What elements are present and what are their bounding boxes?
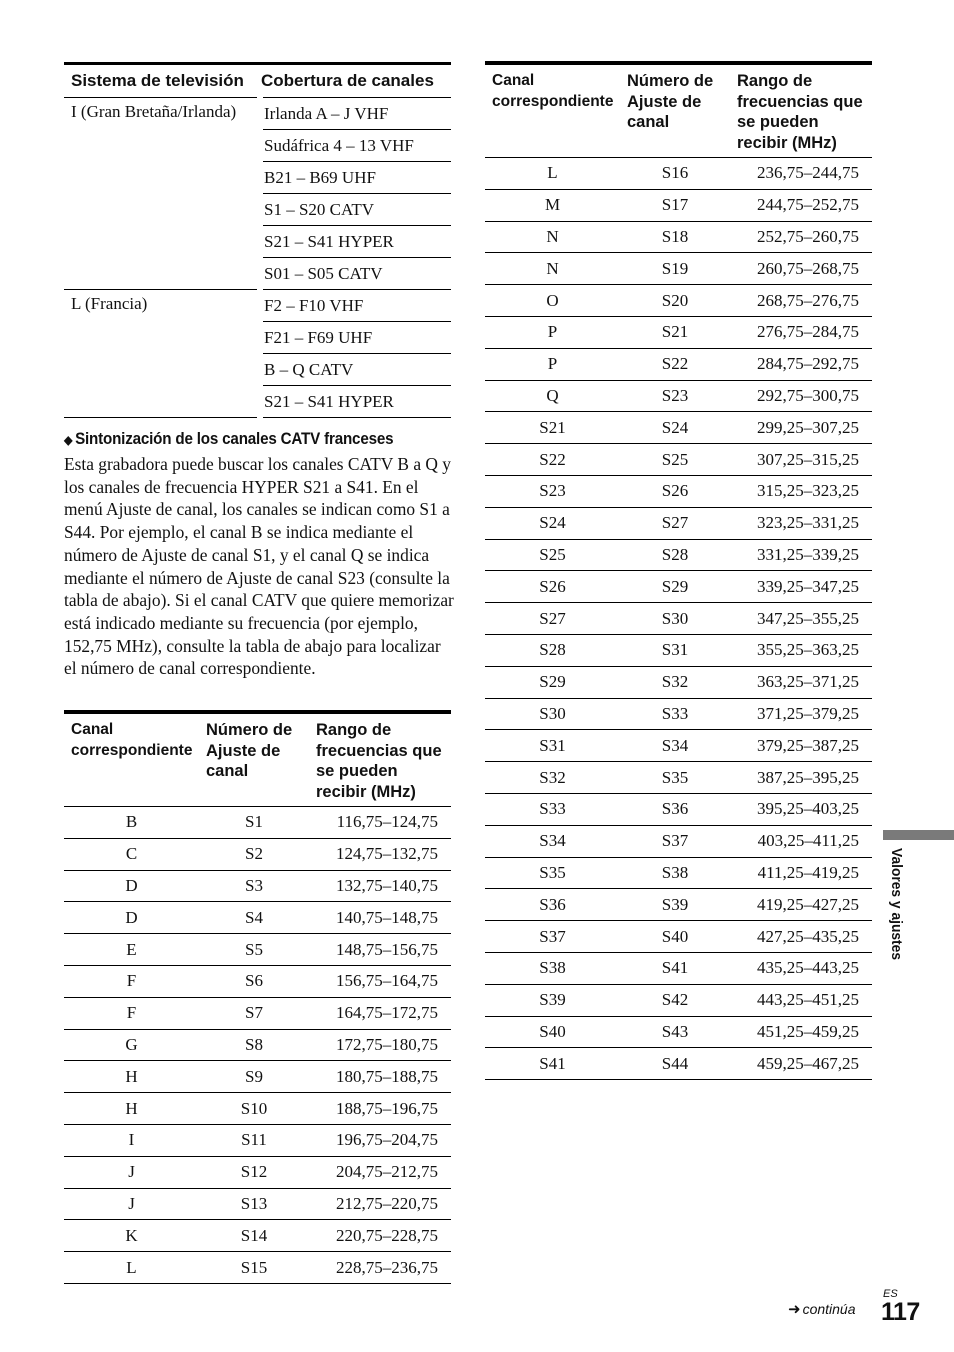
setting-number-cell: S20 — [620, 285, 730, 317]
setting-number-cell: S10 — [199, 1093, 309, 1125]
frequency-row — [64, 1220, 451, 1252]
channel-cell: K — [64, 1220, 199, 1252]
coverage-row — [64, 290, 451, 322]
setting-number-cell: S39 — [620, 889, 730, 921]
header-rango-frecuencias: Rango de frecuencias que se pueden recibir (MHz) — [730, 63, 872, 158]
frequency-range-cell: 292,75–300,75 — [730, 380, 872, 412]
frequency-range-cell: 355,25–363,25 — [730, 634, 872, 666]
frequency-range-cell: 148,75–156,75 — [309, 934, 451, 966]
channel-cell: N — [485, 221, 620, 253]
frequency-row — [485, 253, 872, 285]
setting-number-cell: S29 — [620, 571, 730, 603]
frequency-range-cell: 331,25–339,25 — [730, 539, 872, 571]
frequency-row — [485, 603, 872, 635]
frequency-row — [485, 1016, 872, 1048]
setting-number-cell: S2 — [199, 838, 309, 870]
frequency-row — [485, 380, 872, 412]
setting-number-cell: S43 — [620, 1016, 730, 1048]
channel-cell: S35 — [485, 857, 620, 889]
channel-cell: S34 — [485, 825, 620, 857]
frequency-row — [485, 762, 872, 794]
channel-cell: S21 — [485, 412, 620, 444]
frequency-range-cell: 188,75–196,75 — [309, 1093, 451, 1125]
frequency-range-cell: 411,25–419,25 — [730, 857, 872, 889]
channel-cell: G — [64, 1029, 199, 1061]
channel-cell: F — [64, 965, 199, 997]
setting-number-cell: S30 — [620, 603, 730, 635]
setting-number-cell: S23 — [620, 380, 730, 412]
setting-number-cell: S9 — [199, 1061, 309, 1093]
frequency-row — [64, 1061, 451, 1093]
channel-cell: I — [64, 1124, 199, 1156]
header-numero-ajuste: Número de Ajuste de canal — [620, 63, 730, 158]
setting-number-cell: S31 — [620, 634, 730, 666]
channel-cell: N — [485, 253, 620, 285]
frequency-range-cell: 172,75–180,75 — [309, 1029, 451, 1061]
channel-cell: B — [64, 807, 199, 839]
setting-number-cell: S16 — [620, 158, 730, 190]
channel-cell: S32 — [485, 762, 620, 794]
frequency-range-cell: 307,25–315,25 — [730, 444, 872, 476]
frequency-range-cell: 395,25–403,25 — [730, 793, 872, 825]
frequency-range-cell: 244,75–252,75 — [730, 189, 872, 221]
section-paragraph: Esta grabadora puede buscar los canales CATV B a Q y los canales de frecuencia HYPER S21 a S41. En el menú Ajuste de canal, los canales se indican como S1 a S44. Por ejemplo, el canal B se indica mediante el número de Ajuste de canal S1, y el canal Q se indica mediante el número de Ajuste de canal S23 (consulte la tabla de abajo). Si el canal CATV que quiere memorizar está indicado mediante su frecuencia (por ejemplo, 152,75 MHz), consulte la tabla de abajo para localizar el número de canal correspondiente. — [64, 454, 454, 679]
channel-coverage-cell: F2 – F10 VHF — [260, 290, 451, 322]
frequency-range-cell: 132,75–140,75 — [309, 870, 451, 902]
frequency-range-cell: 260,75–268,75 — [730, 253, 872, 285]
frequency-range-cell: 156,75–164,75 — [309, 965, 451, 997]
channel-cell: O — [485, 285, 620, 317]
setting-number-cell: S41 — [620, 952, 730, 984]
channel-cell: H — [64, 1061, 199, 1093]
coverage-header-system: Sistema de televisión — [64, 64, 260, 98]
frequency-row — [64, 870, 451, 902]
frequency-row — [485, 952, 872, 984]
frequency-row — [485, 412, 872, 444]
setting-number-cell: S15 — [199, 1252, 309, 1284]
setting-number-cell: S18 — [620, 221, 730, 253]
continued-indicator — [788, 1300, 856, 1318]
frequency-row — [485, 793, 872, 825]
setting-number-cell: S17 — [620, 189, 730, 221]
frequency-header-row — [64, 712, 451, 807]
frequency-range-cell: 451,25–459,25 — [730, 1016, 872, 1048]
channel-coverage-cell: F21 – F69 UHF — [260, 322, 451, 354]
header-numero-ajuste: Número de Ajuste de canal — [199, 712, 309, 807]
channel-cell: L — [64, 1252, 199, 1284]
setting-number-cell: S4 — [199, 902, 309, 934]
channel-cell: Q — [485, 380, 620, 412]
header-canal-correspondiente: Canal correspondiente — [64, 712, 199, 807]
setting-number-cell: S22 — [620, 348, 730, 380]
channel-cell: S39 — [485, 984, 620, 1016]
frequency-range-cell: 252,75–260,75 — [730, 221, 872, 253]
frequency-row — [485, 316, 872, 348]
channel-cell: S25 — [485, 539, 620, 571]
coverage-header-channels: Cobertura de canales — [260, 64, 451, 98]
section-tab-label-text: Valores y ajustes — [888, 848, 905, 961]
channel-cell: S22 — [485, 444, 620, 476]
continued-text: continúa — [802, 1301, 856, 1317]
frequency-range-cell: 276,75–284,75 — [730, 316, 872, 348]
setting-number-cell: S14 — [199, 1220, 309, 1252]
frequency-row — [485, 444, 872, 476]
setting-number-cell: S6 — [199, 965, 309, 997]
channel-cell: S41 — [485, 1048, 620, 1080]
channel-cell: J — [64, 1156, 199, 1188]
section-tab-label — [885, 848, 905, 978]
channel-cell: S30 — [485, 698, 620, 730]
frequency-row — [64, 1188, 451, 1220]
setting-number-cell: S3 — [199, 870, 309, 902]
setting-number-cell: S42 — [620, 984, 730, 1016]
channel-cell: F — [64, 997, 199, 1029]
frequency-range-cell: 284,75–292,75 — [730, 348, 872, 380]
frequency-row — [64, 807, 451, 839]
setting-number-cell: S33 — [620, 698, 730, 730]
frequency-row — [485, 984, 872, 1016]
frequency-row — [64, 934, 451, 966]
frequency-range-cell: 196,75–204,75 — [309, 1124, 451, 1156]
frequency-range-cell: 419,25–427,25 — [730, 889, 872, 921]
setting-number-cell: S40 — [620, 921, 730, 953]
channel-cell: S33 — [485, 793, 620, 825]
channel-cell: C — [64, 838, 199, 870]
frequency-range-cell: 347,25–355,25 — [730, 603, 872, 635]
channel-cell: S40 — [485, 1016, 620, 1048]
setting-number-cell: S37 — [620, 825, 730, 857]
frequency-row — [485, 825, 872, 857]
setting-number-cell: S5 — [199, 934, 309, 966]
frequency-range-cell: 164,75–172,75 — [309, 997, 451, 1029]
frequency-row — [485, 921, 872, 953]
section-heading — [64, 430, 423, 449]
channel-cell: D — [64, 870, 199, 902]
frequency-row — [64, 1156, 451, 1188]
channel-cell: H — [64, 1093, 199, 1125]
channel-cell: S26 — [485, 571, 620, 603]
setting-number-cell: S38 — [620, 857, 730, 889]
coverage-header-row — [64, 64, 451, 98]
frequency-row — [485, 348, 872, 380]
setting-number-cell: S19 — [620, 253, 730, 285]
channel-cell: P — [485, 348, 620, 380]
frequency-range-cell: 403,25–411,25 — [730, 825, 872, 857]
frequency-range-cell: 268,75–276,75 — [730, 285, 872, 317]
frequency-range-cell: 180,75–188,75 — [309, 1061, 451, 1093]
frequency-range-cell: 236,75–244,75 — [730, 158, 872, 190]
channel-cell: J — [64, 1188, 199, 1220]
setting-number-cell: S34 — [620, 730, 730, 762]
channel-cell: S37 — [485, 921, 620, 953]
frequency-range-cell: 228,75–236,75 — [309, 1252, 451, 1284]
frequency-row — [485, 730, 872, 762]
channel-cell: L — [485, 158, 620, 190]
setting-number-cell: S7 — [199, 997, 309, 1029]
frequency-range-cell: 339,25–347,25 — [730, 571, 872, 603]
channel-cell: P — [485, 316, 620, 348]
setting-number-cell: S28 — [620, 539, 730, 571]
coverage-row — [64, 98, 451, 130]
frequency-row — [485, 889, 872, 921]
setting-number-cell: S26 — [620, 475, 730, 507]
channel-coverage-cell: S01 – S05 CATV — [260, 258, 451, 290]
channel-cell: S24 — [485, 507, 620, 539]
frequency-row — [64, 1124, 451, 1156]
frequency-row — [64, 1252, 451, 1284]
frequency-row — [485, 666, 872, 698]
setting-number-cell: S35 — [620, 762, 730, 794]
frequency-range-cell: 212,75–220,75 — [309, 1188, 451, 1220]
setting-number-cell: S1 — [199, 807, 309, 839]
frequency-range-cell: 363,25–371,25 — [730, 666, 872, 698]
frequency-row — [485, 189, 872, 221]
channel-cell: S28 — [485, 634, 620, 666]
channel-coverage-cell: S21 – S41 HYPER — [260, 226, 451, 258]
frequency-range-cell: 459,25–467,25 — [730, 1048, 872, 1080]
frequency-row — [485, 221, 872, 253]
frequency-range-cell: 371,25–379,25 — [730, 698, 872, 730]
frequency-row — [64, 965, 451, 997]
frequency-row — [485, 571, 872, 603]
setting-number-cell: S32 — [620, 666, 730, 698]
section-tab-marker — [883, 830, 954, 840]
channel-coverage-table — [64, 62, 451, 418]
setting-number-cell: S11 — [199, 1124, 309, 1156]
frequency-range-cell: 220,75–228,75 — [309, 1220, 451, 1252]
frequency-row — [485, 285, 872, 317]
frequency-range-cell: 299,25–307,25 — [730, 412, 872, 444]
setting-number-cell: S44 — [620, 1048, 730, 1080]
channel-cell: S23 — [485, 475, 620, 507]
tv-system-cell: I (Gran Bretaña/Irlanda) — [64, 98, 260, 290]
frequency-range-cell: 204,75–212,75 — [309, 1156, 451, 1188]
channel-coverage-cell: B21 – B69 UHF — [260, 162, 451, 194]
frequency-row — [485, 1048, 872, 1080]
channel-cell: S29 — [485, 666, 620, 698]
frequency-row — [485, 475, 872, 507]
setting-number-cell: S24 — [620, 412, 730, 444]
setting-number-cell: S25 — [620, 444, 730, 476]
frequency-range-cell: 427,25–435,25 — [730, 921, 872, 953]
frequency-row — [64, 838, 451, 870]
frequency-table-right — [485, 61, 872, 1080]
frequency-row — [485, 698, 872, 730]
language-code: ES — [883, 1288, 898, 1300]
channel-cell: E — [64, 934, 199, 966]
header-rango-frecuencias: Rango de frecuencias que se pueden recibir (MHz) — [309, 712, 451, 807]
frequency-range-cell: 315,25–323,25 — [730, 475, 872, 507]
setting-number-cell: S27 — [620, 507, 730, 539]
tv-system-cell: L (Francia) — [64, 290, 260, 418]
frequency-table-left — [64, 710, 451, 1284]
page-number: 117 — [881, 1298, 920, 1326]
frequency-header-row — [485, 63, 872, 158]
frequency-row — [64, 1029, 451, 1061]
channel-cell: S27 — [485, 603, 620, 635]
frequency-row — [485, 634, 872, 666]
channel-cell: S36 — [485, 889, 620, 921]
channel-coverage-cell: B – Q CATV — [260, 354, 451, 386]
frequency-range-cell: 435,25–443,25 — [730, 952, 872, 984]
setting-number-cell: S8 — [199, 1029, 309, 1061]
frequency-range-cell: 443,25–451,25 — [730, 984, 872, 1016]
channel-cell: S38 — [485, 952, 620, 984]
frequency-row — [64, 902, 451, 934]
frequency-row — [485, 158, 872, 190]
frequency-row — [485, 539, 872, 571]
frequency-range-cell: 116,75–124,75 — [309, 807, 451, 839]
setting-number-cell: S36 — [620, 793, 730, 825]
section-heading-text: Sintonización de los canales CATV franceses — [75, 430, 394, 448]
diamond-bullet-icon: ◆ — [64, 433, 73, 447]
frequency-row — [64, 1093, 451, 1125]
setting-number-cell: S12 — [199, 1156, 309, 1188]
arrow-right-icon: ➜ — [788, 1301, 801, 1318]
frequency-row — [485, 857, 872, 889]
frequency-range-cell: 124,75–132,75 — [309, 838, 451, 870]
channel-coverage-cell: Sudáfrica 4 – 13 VHF — [260, 130, 451, 162]
channel-coverage-cell: S1 – S20 CATV — [260, 194, 451, 226]
channel-cell: S31 — [485, 730, 620, 762]
channel-coverage-cell: S21 – S41 HYPER — [260, 386, 451, 418]
channel-cell: M — [485, 189, 620, 221]
setting-number-cell: S13 — [199, 1188, 309, 1220]
header-canal-correspondiente: Canal correspondiente — [485, 63, 620, 158]
frequency-range-cell: 323,25–331,25 — [730, 507, 872, 539]
channel-cell: D — [64, 902, 199, 934]
frequency-range-cell: 379,25–387,25 — [730, 730, 872, 762]
channel-coverage-cell: Irlanda A – J VHF — [260, 98, 451, 130]
setting-number-cell: S21 — [620, 316, 730, 348]
frequency-range-cell: 140,75–148,75 — [309, 902, 451, 934]
frequency-row — [485, 507, 872, 539]
frequency-range-cell: 387,25–395,25 — [730, 762, 872, 794]
frequency-row — [64, 997, 451, 1029]
